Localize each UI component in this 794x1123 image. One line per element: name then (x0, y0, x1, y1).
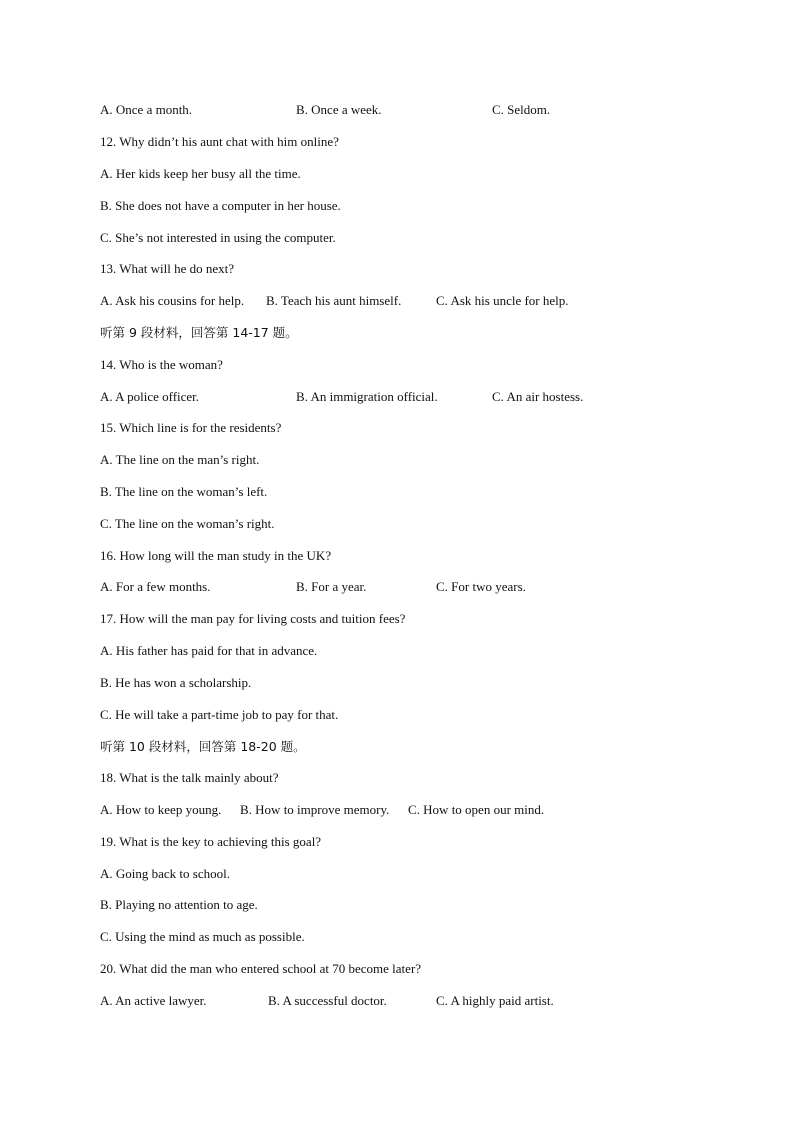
q18-question: 18. What is the talk mainly about? (100, 770, 279, 785)
q13-option-a: A. Ask his cousins for help. (100, 293, 245, 308)
q15-question: 15. Which line is for the residents? (100, 420, 282, 435)
q14-question: 14. Who is the woman? (100, 357, 223, 372)
q15-option-a: A. The line on the man’s right. (100, 452, 260, 467)
q12-option-c: C. She’s not interested in using the computer. (100, 230, 336, 245)
q13-option-b: B. Teach his aunt himself. (266, 293, 402, 308)
q11-option-b: B. Once a week. (296, 102, 382, 117)
q19-option-c: C. Using the mind as much as possible. (100, 929, 305, 944)
q20-question: 20. What did the man who entered school at 70 become later? (100, 961, 422, 976)
q19-question: 19. What is the key to achieving this goal? (100, 834, 322, 849)
q18-option-c: C. How to open our mind. (408, 802, 545, 817)
q12-option-b: B. She does not have a computer in her house. (100, 198, 341, 213)
q15-option-b: B. The line on the woman’s left. (100, 484, 268, 499)
q12-option-a: A. Her kids keep her busy all the time. (100, 166, 301, 181)
q20-option-a: A. An active lawyer. (100, 993, 207, 1008)
section-9-instruction: 听第 9 段材料，回答第 14-17 题。 (100, 325, 298, 340)
q20-option-b: B. A successful doctor. (268, 993, 387, 1008)
q13-option-c: C. Ask his uncle for help. (436, 293, 569, 308)
q16-option-c: C. For two years. (436, 579, 526, 594)
q14-option-b: B. An immigration official. (296, 389, 438, 404)
q20-option-c: C. A highly paid artist. (436, 993, 554, 1008)
q14-option-c: C. An air hostess. (492, 389, 584, 404)
q11-option-c: C. Seldom. (492, 102, 551, 117)
section-10-instruction: 听第 10 段材料，回答第 18-20 题。 (100, 739, 306, 754)
q18-option-a: A. How to keep young. (100, 802, 222, 817)
q19-option-b: B. Playing no attention to age. (100, 897, 258, 912)
q16-question: 16. How long will the man study in the UK? (100, 548, 332, 563)
q17-option-a: A. His father has paid for that in advance. (100, 643, 318, 658)
q12-question: 12. Why didn’t his aunt chat with him online? (100, 134, 339, 149)
q17-option-b: B. He has won a scholarship. (100, 675, 252, 690)
q14-option-a: A. A police officer. (100, 389, 200, 404)
q18-option-b: B. How to improve memory. (240, 802, 390, 817)
q16-option-b: B. For a year. (296, 579, 367, 594)
q17-option-c: C. He will take a part-time job to pay for that. (100, 707, 339, 722)
q11-option-a: A. Once a month. (100, 102, 193, 117)
q16-option-a: A. For a few months. (100, 579, 211, 594)
q17-question: 17. How will the man pay for living costs and tuition fees? (100, 611, 406, 626)
q15-option-c: C. The line on the woman’s right. (100, 516, 275, 531)
q13-question: 13. What will he do next? (100, 261, 235, 276)
q19-option-a: A. Going back to school. (100, 866, 230, 881)
